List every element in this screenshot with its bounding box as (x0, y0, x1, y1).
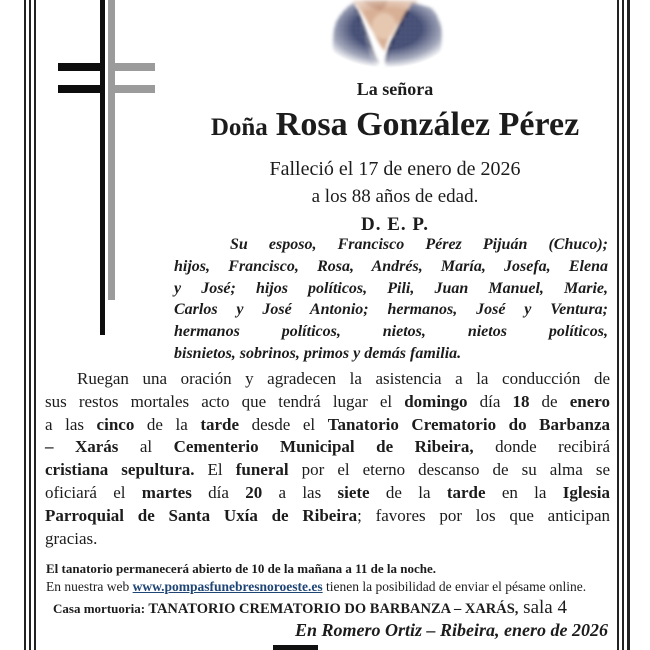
cross-arm (58, 63, 105, 71)
right-border-line (617, 0, 619, 650)
paragraph-line: Parroquial de Santa Uxía de Ribeira; favores por los que anticipan (45, 505, 610, 525)
cross-shadow-icon (108, 0, 115, 300)
paragraph-line: – Xarás al Cementerio Municipal de Ribeira, donde recibirá (45, 437, 610, 457)
age-line: a los 88 años de edad. (311, 186, 479, 207)
paragraph-line: sus restos mortales acto que tendrá lugar el domingo día 18 de enero (45, 391, 610, 411)
family-paragraph (174, 234, 608, 365)
cross-icon (100, 0, 105, 335)
left-border-line (29, 0, 31, 650)
paragraph-line: gracias. (45, 528, 98, 548)
right-border-line (627, 0, 630, 650)
left-border-line (34, 0, 36, 650)
deceased-name: Rosa González Pérez (275, 106, 580, 143)
paragraph-line: a las cinco de la tarde desde el Tanatorio Crematorio do Barbanza (45, 414, 610, 434)
paragraph-line: oficiará el martes día 20 a las siete de la tarde en la Iglesia (45, 482, 610, 502)
portrait-photo (328, 0, 446, 68)
header-block (178, 78, 612, 237)
casa-mortuoria-room: sala 4 (518, 597, 567, 618)
paragraph-line: y José; hijos políticos, Pili, Juan Manuel, Marie, (174, 279, 608, 297)
cross-arm-shadow (108, 85, 155, 93)
paragraph-line: hijos, Francisco, Rosa, Andrés, María, Josefa, Elena (174, 257, 608, 275)
paragraph-line: cristiana sepultura. El funeral por el eterno descanso de su alma se (45, 460, 610, 480)
paragraph-line: Ruegan una oración y agradecen la asistencia a la conducción de (77, 369, 610, 388)
death-date-line: Falleció el 17 de enero de 2026 (269, 158, 521, 180)
closing-line: En Romero Ortiz – Ribeira, enero de 2026 (294, 620, 608, 640)
honorific: Doña (210, 114, 268, 141)
cross-arm (58, 85, 105, 93)
cross-arm-shadow (108, 63, 155, 71)
website-suffix: tienen la posibilidad de enviar el pésame online. (322, 579, 587, 594)
casa-mortuoria-value: TANATORIO CREMATORIO DO BARBANZA – XARÁS, (148, 601, 519, 617)
deceased-name-line (178, 104, 612, 152)
dep-abbreviation: D. E. P. (360, 214, 429, 235)
website-line (46, 579, 586, 595)
casa-mortuoria-label: Casa mortuoria: (53, 601, 149, 616)
right-border-line (622, 0, 624, 650)
funeral-info-paragraph (45, 368, 610, 550)
pre-title: La señora (356, 79, 434, 99)
left-border-line (24, 0, 26, 650)
bottom-cutoff-mark (273, 645, 318, 650)
paragraph-line: Su esposo, Francisco Pérez Pijuán (Chuco); (230, 236, 608, 253)
website-prefix: En nuestra web (46, 579, 133, 594)
paragraph-line: bisnietos, sobrinos, primos y demás familia. (174, 344, 462, 362)
paragraph-line: hermanos políticos, nietos, nietos políticos, (174, 323, 608, 341)
casa-mortuoria-line (25, 597, 595, 619)
website-link[interactable]: www.pompasfunebresnoroeste.es (132, 579, 323, 594)
tanatorio-hours: El tanatorio permanecerá abierto de 10 de la mañana a 11 de la noche. (46, 561, 436, 576)
paragraph-line: Carlos y José Antonio; hermanos, José y Ventura; (174, 301, 608, 319)
